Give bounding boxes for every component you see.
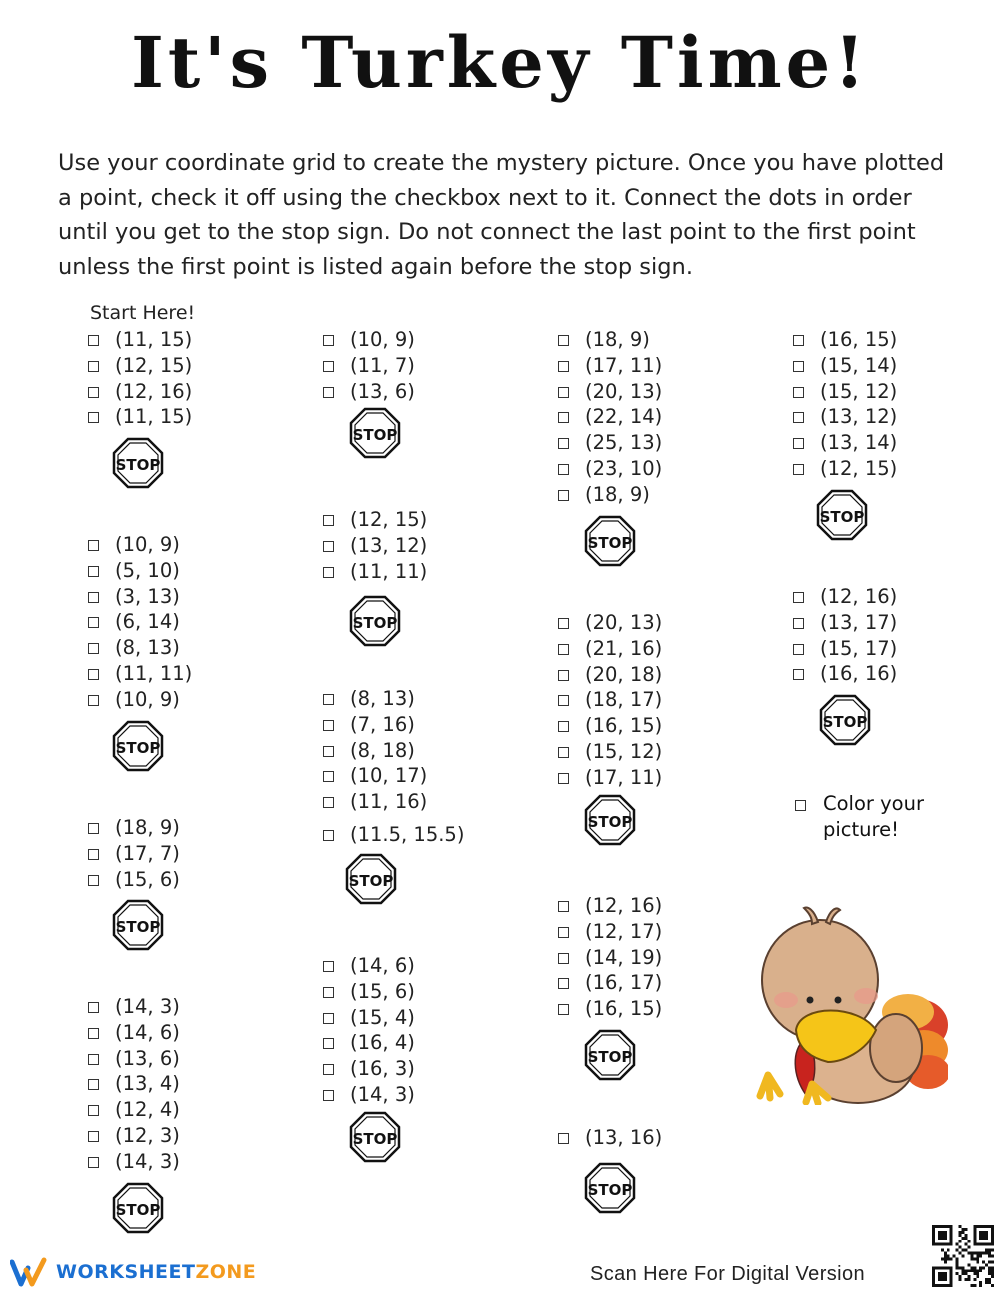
coordinate-label: (18, 9)	[115, 816, 180, 839]
checkbox[interactable]	[323, 1090, 334, 1101]
coordinate-label: (7, 16)	[350, 712, 415, 736]
checkbox[interactable]	[558, 978, 569, 989]
checkbox[interactable]	[323, 771, 334, 782]
checkbox[interactable]	[88, 387, 99, 398]
stop-sign-icon	[112, 899, 164, 951]
checkbox[interactable]	[323, 746, 334, 757]
coordinate-label: (18, 9)	[585, 328, 650, 351]
checkbox[interactable]	[795, 800, 806, 811]
coordinate-label: (5, 10)	[115, 558, 180, 582]
brand-name-part1: WORKSHEET	[56, 1261, 196, 1283]
checkbox[interactable]	[323, 387, 334, 398]
checkbox[interactable]	[323, 1013, 334, 1024]
stop-sign-icon	[112, 437, 164, 489]
coordinate-label: (13, 4)	[115, 1072, 180, 1096]
stop-sign-icon	[349, 1111, 401, 1163]
checkbox[interactable]	[88, 849, 99, 860]
coordinate-label: (15, 6)	[115, 867, 180, 891]
coordinate-label: (15, 4)	[350, 1005, 415, 1029]
stop-sign-icon	[345, 853, 397, 905]
coordinate-label: (14, 3)	[115, 995, 180, 1018]
checkbox[interactable]	[323, 961, 334, 972]
checkbox[interactable]	[323, 830, 334, 841]
coordinate-label: (13, 14)	[820, 431, 898, 455]
stop-sign-icon	[584, 1162, 636, 1214]
svg-text:STOP: STOP	[115, 738, 161, 757]
stop-sign-icon	[349, 407, 401, 459]
checkbox[interactable]	[793, 644, 804, 655]
checkbox[interactable]	[88, 566, 99, 577]
checkbox[interactable]	[558, 618, 569, 629]
svg-text:STOP: STOP	[587, 812, 633, 831]
checkbox[interactable]	[558, 721, 569, 732]
coordinate-label: (20, 13)	[585, 379, 663, 403]
coordinate-label: (12, 16)	[585, 894, 663, 917]
checkbox[interactable]	[323, 361, 334, 372]
checkbox[interactable]	[558, 670, 569, 681]
checkbox[interactable]	[558, 490, 569, 501]
checkbox[interactable]	[558, 644, 569, 655]
checkbox[interactable]	[323, 1038, 334, 1049]
checkbox[interactable]	[793, 464, 804, 475]
checkbox[interactable]	[558, 1133, 569, 1144]
coordinate-label: (13, 12)	[350, 533, 428, 557]
worksheet-zone-logo-icon	[10, 1256, 48, 1288]
coordinate-label: (14, 6)	[115, 1020, 180, 1044]
checkbox[interactable]	[558, 464, 569, 475]
svg-text:STOP: STOP	[352, 426, 398, 445]
checkbox[interactable]	[793, 412, 804, 423]
checkbox[interactable]	[793, 335, 804, 346]
checkbox[interactable]	[558, 387, 569, 398]
checkbox[interactable]	[88, 643, 99, 654]
coordinate-label: (12, 16)	[820, 585, 898, 608]
checkbox[interactable]	[88, 592, 99, 603]
stop-sign-icon	[584, 1029, 636, 1081]
coordinate-label: (18, 9)	[585, 482, 650, 506]
coordinate-label: (16, 15)	[585, 714, 663, 738]
svg-text:STOP: STOP	[352, 1129, 398, 1148]
coordinate-label: (12, 15)	[115, 353, 193, 377]
svg-text:STOP: STOP	[819, 507, 865, 526]
stop-sign-icon	[584, 515, 636, 567]
checkbox[interactable]	[88, 1028, 99, 1039]
coordinate-label: (14, 3)	[115, 1149, 180, 1173]
coordinate-label: (3, 13)	[115, 584, 180, 608]
checkbox[interactable]	[88, 617, 99, 628]
coordinate-label: (16, 15)	[820, 328, 898, 351]
coordinate-label: (12, 4)	[115, 1098, 180, 1122]
checkbox[interactable]	[88, 1002, 99, 1013]
coordinate-label: (20, 18)	[585, 662, 663, 686]
brand-name-part2: ZONE	[195, 1261, 257, 1283]
checkbox[interactable]	[558, 1004, 569, 1015]
coordinate-label: (15, 12)	[585, 740, 663, 763]
instructions: Use your coordinate grid to create the mystery picture. Once you have plotted a point, check it off using the checkbox next to it. Connect the dots in order until you get to the stop sign. Do not connect the last point to the first point unless the first point is listed again before the stop sign.	[58, 150, 945, 280]
coordinate-label: (21, 16)	[585, 636, 663, 660]
coordinate-label: (13, 6)	[115, 1046, 180, 1070]
coordinate-label: (16, 16)	[820, 662, 898, 686]
coordinate-label: (13, 12)	[820, 405, 898, 429]
coordinate-label: (10, 9)	[115, 533, 180, 556]
stop-sign-icon	[816, 489, 868, 541]
svg-text:STOP: STOP	[587, 1180, 633, 1199]
coordinate-label: (13, 6)	[350, 379, 415, 403]
coordinate-label: (11, 7)	[350, 353, 415, 377]
coordinate-label: (14, 6)	[350, 954, 415, 977]
checkbox[interactable]	[88, 335, 99, 346]
svg-text:STOP: STOP	[115, 1200, 161, 1219]
checkbox[interactable]	[88, 1131, 99, 1142]
coordinate-label: (13, 17)	[820, 610, 898, 634]
scan-label: Scan Here For Digital Version	[590, 1263, 866, 1285]
checkbox[interactable]	[323, 797, 334, 808]
checkbox[interactable]	[793, 361, 804, 372]
coordinate-label: (10, 17)	[350, 764, 428, 788]
coordinate-label: (12, 17)	[585, 919, 663, 943]
coordinate-label: (16, 17)	[585, 971, 663, 995]
coordinate-label: (10, 9)	[350, 328, 415, 351]
coordinate-label: (12, 3)	[115, 1124, 180, 1147]
coordinate-label: (6, 14)	[115, 610, 180, 634]
color-picture-label: Color your picture!	[823, 792, 924, 841]
coordinate-label: (18, 17)	[585, 688, 663, 712]
coordinate-label: (11, 11)	[115, 662, 193, 685]
svg-text:STOP: STOP	[587, 533, 633, 552]
coordinate-label: (11.5, 15.5)	[350, 823, 465, 847]
coordinate-label: (11, 15)	[115, 328, 193, 351]
coordinate-label: (11, 16)	[350, 790, 428, 814]
coordinate-label: (17, 11)	[585, 765, 663, 789]
coordinate-label: (20, 13)	[585, 611, 663, 634]
coordinate-label: (15, 14)	[820, 353, 898, 377]
coordinate-label: (13, 16)	[585, 1126, 663, 1149]
checkbox[interactable]	[793, 592, 804, 603]
checkbox[interactable]	[88, 1105, 99, 1116]
coordinate-label: (15, 12)	[820, 379, 898, 403]
checkbox[interactable]	[88, 412, 99, 423]
checkbox[interactable]	[558, 695, 569, 706]
svg-text:STOP: STOP	[115, 918, 161, 937]
stop-sign-icon	[112, 1182, 164, 1234]
turkey-illustration	[748, 900, 948, 1105]
checkbox[interactable]	[323, 335, 334, 346]
checkbox[interactable]	[558, 361, 569, 372]
coordinate-label: (17, 7)	[115, 841, 180, 865]
coordinate-label: (15, 6)	[350, 979, 415, 1003]
qr-code-icon[interactable]	[932, 1225, 994, 1287]
coordinate-label: (8, 18)	[350, 738, 415, 762]
svg-text:STOP: STOP	[822, 713, 868, 732]
checkbox[interactable]	[558, 927, 569, 938]
coordinate-label: (11, 15)	[115, 405, 193, 429]
checkbox[interactable]	[558, 953, 569, 964]
checkbox[interactable]	[88, 1157, 99, 1168]
checkbox[interactable]	[88, 1079, 99, 1090]
checkbox[interactable]	[88, 695, 99, 706]
coordinate-label: (12, 15)	[820, 457, 898, 480]
coordinate-label: (11, 11)	[350, 559, 428, 583]
coordinate-label: (23, 10)	[585, 457, 663, 480]
checkbox[interactable]	[558, 412, 569, 423]
checkbox[interactable]	[323, 515, 334, 526]
checkbox[interactable]	[88, 540, 99, 551]
coordinate-label: (16, 15)	[585, 997, 663, 1021]
svg-text:STOP: STOP	[352, 614, 398, 633]
checkbox[interactable]	[88, 823, 99, 834]
coordinate-label: (16, 3)	[350, 1057, 415, 1081]
checkbox[interactable]	[323, 694, 334, 705]
stop-sign-icon	[584, 794, 636, 846]
coordinate-label: (15, 17)	[820, 636, 898, 660]
checkbox[interactable]	[558, 901, 569, 912]
coordinate-label: (16, 4)	[350, 1031, 415, 1055]
svg-text:STOP: STOP	[587, 1048, 633, 1066]
brand-logo[interactable]	[10, 1256, 256, 1288]
checkbox[interactable]	[558, 438, 569, 449]
coordinate-label: (14, 3)	[350, 1083, 415, 1106]
coordinate-label: (12, 15)	[350, 508, 428, 531]
checkbox[interactable]	[88, 1054, 99, 1065]
page-title: It's Turkey Time!	[131, 21, 869, 104]
start-here-label: Start Here!	[90, 302, 196, 324]
checkbox[interactable]	[323, 720, 334, 731]
checkbox[interactable]	[323, 1064, 334, 1075]
checkbox[interactable]	[793, 387, 804, 398]
svg-text:STOP: STOP	[348, 872, 394, 890]
coordinate-label: (22, 14)	[585, 405, 663, 429]
checkbox[interactable]	[793, 618, 804, 629]
coordinate-label: (8, 13)	[115, 636, 180, 660]
checkbox[interactable]	[793, 438, 804, 449]
stop-sign-icon	[112, 720, 164, 772]
checkbox[interactable]	[793, 669, 804, 680]
coordinate-label: (8, 13)	[350, 687, 415, 710]
checkbox[interactable]	[323, 987, 334, 998]
svg-text:STOP: STOP	[115, 456, 161, 475]
coordinate-label: (12, 16)	[115, 379, 193, 403]
coordinate-label: (14, 19)	[585, 945, 663, 969]
checkbox[interactable]	[88, 669, 99, 680]
checkbox[interactable]	[323, 567, 334, 578]
checkbox[interactable]	[88, 875, 99, 886]
coordinate-label: (17, 11)	[585, 353, 663, 377]
checkbox[interactable]	[558, 773, 569, 784]
stop-sign-icon	[819, 694, 871, 746]
checkbox[interactable]	[88, 361, 99, 372]
stop-sign-icon	[349, 595, 401, 647]
coordinate-label: (25, 13)	[585, 431, 663, 455]
checkbox[interactable]	[323, 541, 334, 552]
checkbox[interactable]	[558, 335, 569, 346]
checkbox[interactable]	[558, 747, 569, 758]
coordinate-label: (10, 9)	[115, 687, 180, 711]
